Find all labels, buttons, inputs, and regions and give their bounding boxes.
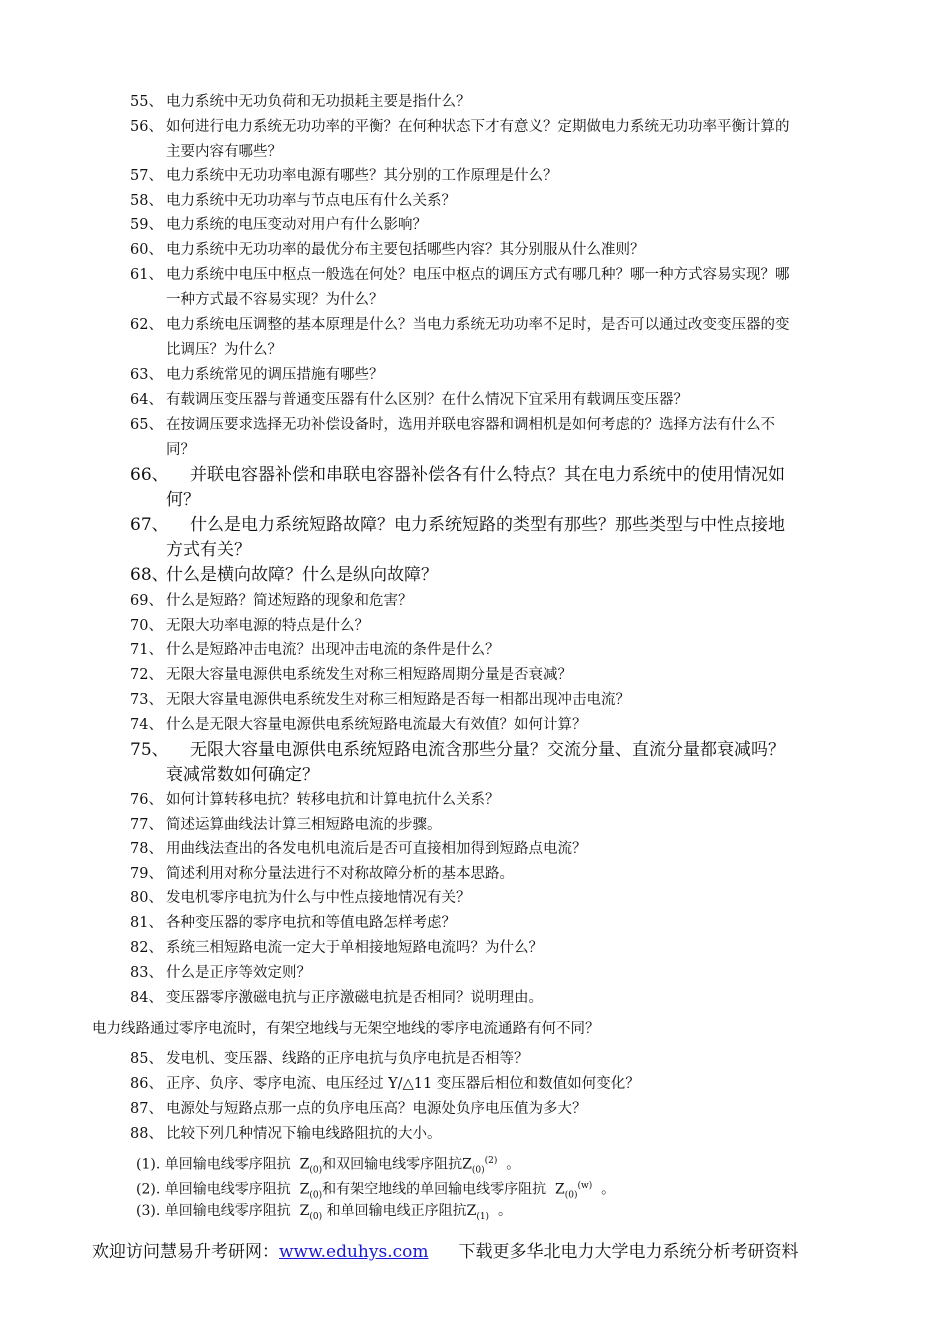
question-text: 电力系统的电压变动对用户有什么影响？ — [166, 217, 427, 233]
question-item — [130, 614, 790, 639]
question-number: 60、 — [130, 242, 163, 258]
impedance-subscript: (1) — [476, 1211, 490, 1222]
question-item — [130, 862, 790, 887]
question-text: 什么是无限大容量电源供电系统短路电流最大有效值？如何计算？ — [166, 717, 587, 733]
question-number: 65、 — [130, 417, 163, 433]
question-text: 在按调压要求选择无功补偿设备时，选用并联电容器和调相机是如何考虑的？选择方法有什么不同？ — [166, 417, 775, 458]
sub-item-text: 和双回输电线零序阻抗Z — [322, 1156, 472, 1173]
question-number: 73、 — [130, 692, 163, 708]
question-text: 用曲线法查出的各发电机电流后是否可直接相加得到短路点电流？ — [166, 841, 587, 857]
question-text: 简述利用对称分量法进行不对称故障分析的基本思路。 — [166, 866, 514, 882]
question-item — [130, 788, 790, 813]
question-item — [130, 961, 790, 986]
question-item — [130, 713, 790, 738]
question-number: 64、 — [130, 392, 163, 408]
question-number: 86、 — [130, 1076, 163, 1092]
question-number: 74、 — [130, 717, 163, 733]
question-number: 61、 — [130, 267, 163, 283]
sub-item-text: 和单回输电线正序阻抗Z — [326, 1203, 477, 1219]
sub-item-label: (3). — [136, 1203, 161, 1219]
question-number: 55、 — [130, 94, 163, 110]
question-number: 85、 — [130, 1051, 163, 1067]
question-item — [130, 90, 790, 115]
question-text: 发电机零序电抗为什么与中性点接地情况有关？ — [166, 890, 471, 906]
impedance-symbol: Z — [555, 1181, 565, 1198]
question-item — [130, 463, 790, 513]
question-text: 电力系统中电压中枢点一般选在何处？电压中枢点的调压方式有哪几种？哪一种方式容易实现？哪一种方式最不容易实现？为什么？ — [166, 267, 790, 308]
question-text: 正序、负序、零序电流、电压经过 Y/△11 变压器后相位和数值如何变化？ — [166, 1076, 640, 1092]
question-text: 无限大容量电源供电系统发生对称三相短路周期分量是否衰减？ — [166, 667, 572, 683]
question-number: 69、 — [130, 593, 163, 609]
question-text: 并联电容器补偿和串联电容器补偿各有什么特点？其在电力系统中的使用情况如何？ — [166, 465, 785, 510]
question-item — [130, 513, 790, 563]
question-item — [130, 363, 790, 388]
sub-item-end: 。 — [497, 1203, 512, 1219]
question-item — [130, 413, 790, 462]
impedance-symbol: Z — [299, 1156, 310, 1173]
site-link[interactable]: www.eduhys.com — [279, 1242, 429, 1262]
sub-item-text: 单回输电线零序阻抗 — [164, 1203, 291, 1219]
question-text: 各种变压器的零序电抗和等值电路怎样考虑？ — [166, 915, 456, 931]
question-number: 70、 — [130, 618, 163, 634]
question-item — [130, 986, 790, 1011]
question-item — [130, 563, 790, 588]
question-text: 变压器零序激磁电抗与正序激磁电抗是否相同？说明理由。 — [166, 990, 543, 1006]
question-text: 如何进行电力系统无功功率的平衡？在何种状态下才有意义？定期做电力系统无功功率平衡计算的主要内容有哪些？ — [166, 119, 790, 160]
sub-item-text: 和有架空地线的单回输电线零序阻抗 — [322, 1181, 547, 1198]
question-item — [130, 1122, 790, 1147]
question-item — [130, 1047, 790, 1072]
impedance-subscript: (0) — [309, 1165, 323, 1176]
question-number: 75、 — [130, 740, 169, 760]
impedance-symbol: Z — [299, 1181, 310, 1198]
question-text: 电力系统中无功负荷和无功损耗主要是指什么？ — [166, 94, 471, 110]
question-item — [130, 238, 790, 263]
question-number: 81、 — [130, 915, 163, 931]
question-item — [130, 164, 790, 189]
question-item — [130, 886, 790, 911]
question-item — [130, 638, 790, 663]
sub-item-end: 。 — [506, 1156, 521, 1173]
question-number: 83、 — [130, 965, 163, 981]
question-text: 什么是短路冲击电流？出现冲击电流的条件是什么？ — [166, 642, 500, 658]
question-number: 71、 — [130, 642, 163, 658]
question-text: 电力系统中无功功率电源有哪些？其分别的工作原理是什么？ — [166, 168, 558, 184]
footer-welcome-text: 欢迎访问慧易升考研网： — [92, 1242, 279, 1262]
question-text: 有载调压变压器与普通变压器有什么区别？在什么情况下宜采用有载调压变压器？ — [166, 392, 688, 408]
question-item — [130, 115, 790, 164]
question-text: 如何计算转移电抗？转移电抗和计算电抗什么关系？ — [166, 792, 500, 808]
question-item — [130, 688, 790, 713]
question-number: 87、 — [130, 1101, 163, 1117]
impedance-subscript: (0) — [471, 1165, 485, 1176]
question-number: 56、 — [130, 119, 163, 135]
question-item — [130, 263, 790, 312]
unnumbered-question: 电力线路通过零序电流时，有架空地线与无架空地线的零序电流通路有何不同？ — [92, 1021, 600, 1037]
impedance-subscript: (0) — [564, 1190, 578, 1201]
question-text: 电力系统电压调整的基本原理是什么？当电力系统无功功率不足时，是否可以通过改变变压器的变比调压？为什么？ — [166, 317, 790, 358]
impedance-subscript: (0) — [309, 1211, 323, 1222]
question-number: 72、 — [130, 667, 163, 683]
question-number: 59、 — [130, 217, 163, 233]
question-text: 电力系统中无功功率的最优分布主要包括哪些内容？其分别服从什么准则？ — [166, 242, 645, 258]
question-text: 无限大容量电源供电系统发生对称三相短路是否每一相都出现冲击电流？ — [166, 692, 630, 708]
sub-item-end: 。 — [601, 1181, 616, 1198]
question-item — [130, 313, 790, 362]
question-number: 58、 — [130, 193, 163, 209]
question-number: 84、 — [130, 990, 163, 1006]
question-item — [130, 388, 790, 413]
question-text: 什么是正序等效定则？ — [166, 965, 311, 981]
question-item — [130, 1097, 790, 1122]
question-text: 无限大容量电源供电系统短路电流含那些分量？交流分量、直流分量都衰减吗？衰减常数如何确定？ — [166, 740, 785, 785]
question-item — [130, 589, 790, 614]
question-text: 发电机、变压器、线路的正序电抗与负序电抗是否相等？ — [166, 1051, 529, 1067]
question-item — [130, 213, 790, 238]
sub-item-label: (2). — [136, 1181, 161, 1198]
sub-item-text: 单回输电线零序阻抗 — [164, 1156, 291, 1173]
question-number: 80、 — [130, 890, 163, 906]
question-number: 62、 — [130, 317, 163, 333]
question-number: 76、 — [130, 792, 163, 808]
question-number: 77、 — [130, 817, 163, 833]
sub-item-label: (1). — [136, 1156, 161, 1173]
question-item — [130, 936, 790, 961]
question-item — [130, 1072, 790, 1097]
impedance-superscript: (w) — [577, 1181, 593, 1191]
question-text: 无限大功率电源的特点是什么？ — [166, 618, 369, 634]
footer-download-text: 下载更多华北电力大学电力系统分析考研资料 — [458, 1242, 799, 1262]
sub-item-3 — [136, 1199, 776, 1229]
question-text: 电源处与短路点那一点的负序电压高？电源处负序电压值为多大？ — [166, 1101, 587, 1117]
question-item — [130, 663, 790, 688]
question-number: 82、 — [130, 940, 163, 956]
question-number: 88、 — [130, 1126, 163, 1142]
impedance-subscript: (0) — [309, 1190, 323, 1201]
question-item — [130, 837, 790, 862]
question-number: 68、 — [130, 565, 169, 585]
question-text: 系统三相短路电流一定大于单相接地短路电流吗？为什么？ — [166, 940, 543, 956]
question-text: 电力系统中无功功率与节点电压有什么关系？ — [166, 193, 456, 209]
question-text: 比较下列几种情况下输电线路阻抗的大小。 — [166, 1126, 442, 1142]
impedance-symbol: Z — [299, 1203, 310, 1219]
question-item — [130, 911, 790, 936]
question-number: 78、 — [130, 841, 163, 857]
question-number: 57、 — [130, 168, 163, 184]
question-number: 79、 — [130, 866, 163, 882]
question-item — [130, 813, 790, 838]
question-item — [130, 738, 790, 788]
question-number: 63、 — [130, 367, 163, 383]
question-text: 什么是横向故障？什么是纵向故障？ — [166, 565, 438, 585]
question-text: 什么是电力系统短路故障？电力系统短路的类型有那些？那些类型与中性点接地方式有关？ — [166, 515, 785, 560]
question-text: 什么是短路？简述短路的现象和危害？ — [166, 593, 413, 609]
page-footer — [92, 1238, 872, 1266]
question-number: 66、 — [130, 465, 169, 485]
question-number: 67、 — [130, 515, 169, 535]
question-text: 电力系统常见的调压措施有哪些？ — [166, 367, 384, 383]
impedance-superscript: (2) — [484, 1156, 498, 1166]
question-text: 简述运算曲线法计算三相短路电流的步骤。 — [166, 817, 442, 833]
sub-item-text: 单回输电线零序阻抗 — [164, 1181, 291, 1198]
question-item — [130, 189, 790, 214]
